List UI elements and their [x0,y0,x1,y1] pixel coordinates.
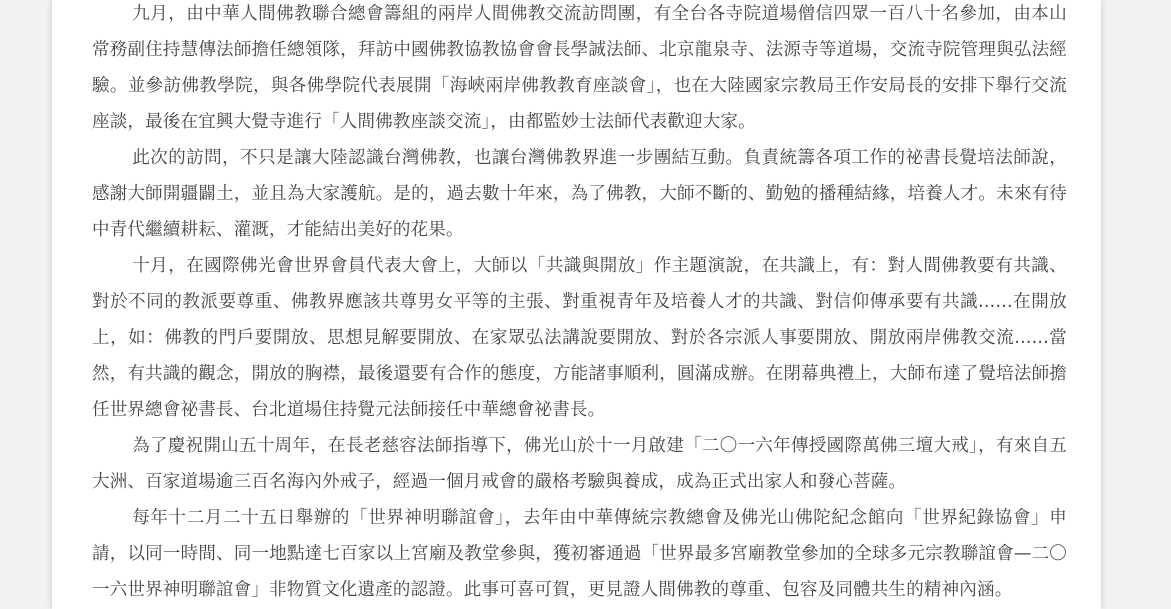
paragraph-september-delegation: 九月，由中華人間佛教聯合總會籌組的兩岸人間佛教交流訪問團，有全台各寺院道場僧信四眾一百八十名參加，由本山常務副住持慧傳法師擔任總領隊，拜訪中國佛教協教協會會長學誠法師、北京龍泉寺、法源寺等道場，交流寺院管理與弘法經驗。並參訪佛教學院，與各佛學院代表展開「海峽兩岸佛教教育座談會」，也在大陸國家宗教局王作安局長的安排下舉行交流座談，最後在宜興大覺寺進行「人間佛教座談交流」，由都監妙士法師代表歡迎大家。 [92,4,1067,132]
paragraph-deities-gathering: 每年十二月二十五日舉辦的「世界神明聯誼會」，去年由中華傳統宗教總會及佛光山佛陀紀念館向「世界紀錄協會」申請，以同一時間、同一地點達七百家以上宮廟及教堂參與，獲初審通過「世界最多宮廟教堂參加的全球多元宗教聯誼會—二〇一六世界神明聯誼會」非物質文化遺產的認證。此事可喜可賀，更見證人間佛教的尊重、包容及同體共生的精神內涵。 [92,508,1067,600]
article-body [92,0,1067,608]
paragraph-ordination-ceremony: 為了慶祝開山五十周年，在長老慈容法師指導下，佛光山於十一月啟建「二〇一六年傳授國際萬佛三壇大戒」，有來自五大洲、百家道場逾三百名海內外戒子，經過一個月戒會的嚴格考驗與養成，成為正式出家人和發心菩薩。 [92,436,1067,492]
paragraph-visit-reflection: 此次的訪問，不只是讓大陸認識台灣佛教，也讓台灣佛教界進一步團結互動。負責統籌各項工作的祕書長覺培法師說，感謝大師開疆闢土，並且為大家護航。是的，過去數十年來，為了佛教，大師不斷的、勤勉的播種結緣，培養人才。未來有待中青代繼續耕耘、灌溉，才能結出美好的花果。 [92,148,1067,240]
paragraph-october-conference: 十月，在國際佛光會世界會員代表大會上，大師以「共識與開放」作主題演說，在共識上，有：對人間佛教要有共識、對於不同的教派要尊重、佛教界應該共尊男女平等的主張、對重視青年及培養人才的共識、對信仰傳承要有共識......在開放上，如：佛教的門戶要開放、思想見解要開放、在家眾弘法講說要開放、對於各宗派人事要開放、開放兩岸佛教交流......當然，有共識的觀念，開放的胸襟，最後還要有合作的態度，方能諸事順利，圓滿成辦。在閉幕典禮上，大師布達了覺培法師擔任世界總會祕書長、台北道場住持覺元法師接任中華總會祕書長。 [92,256,1067,420]
document-page [52,0,1101,609]
